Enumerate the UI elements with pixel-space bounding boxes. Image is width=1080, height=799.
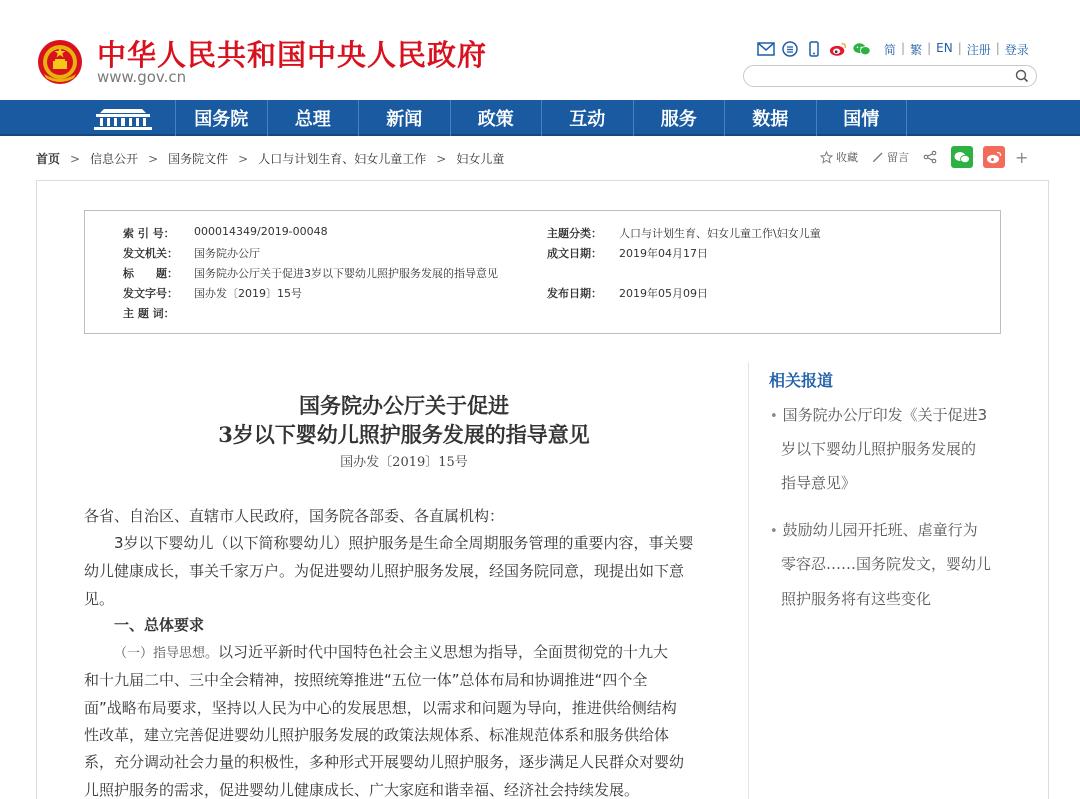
nav-item-services[interactable]: 服务 (633, 100, 725, 136)
breadcrumb-home[interactable]: 首页 (36, 152, 61, 166)
weibo-icon[interactable] (829, 40, 847, 58)
nav-item-data[interactable]: 数据 (724, 100, 816, 136)
related-report-text[interactable]: 鼓励幼儿园开托班、虐童行为 (782, 521, 978, 539)
related-report-link[interactable] (770, 404, 987, 425)
nav-item-news[interactable]: 新闻 (358, 100, 450, 136)
search-input[interactable] (743, 65, 1037, 87)
index-no-label: 索 引 号： (123, 227, 175, 240)
breadcrumb (36, 150, 504, 167)
share-button[interactable] (923, 150, 937, 164)
section-heading: 一、总体要求 (84, 616, 205, 634)
traditional-chinese-link[interactable]: 繁 (910, 43, 923, 57)
article-paragraph-line: 3岁以下婴幼儿（以下简称婴幼儿）照护服务是生命全周期服务管理的重要内容，事关婴 (84, 534, 694, 552)
doc-no-value: 国办发〔2019〕15号 (194, 287, 302, 300)
comment-button[interactable] (872, 149, 909, 165)
breadcrumb-state-council-docs[interactable]: 国务院文件 (168, 152, 229, 166)
wechat-icon[interactable] (853, 40, 871, 58)
breadcrumb-population-category[interactable]: 人口与计划生育、妇女儿童工作 (258, 152, 427, 166)
weibo-icon (986, 151, 1002, 164)
nav-item-interaction[interactable]: 互动 (541, 100, 633, 136)
subject-words-label: 主 题 词： (123, 307, 175, 320)
article-title-line2: 3岁以下婴幼儿照护服务发展的指导意见 (218, 422, 590, 447)
written-date-label: 成文日期： (547, 247, 602, 260)
separator: | (927, 41, 932, 55)
english-link[interactable]: EN (936, 41, 953, 55)
bullet-icon: • (770, 409, 778, 424)
mobile-icon[interactable] (805, 40, 823, 58)
separator: | (995, 41, 1000, 55)
chevron-right-icon: > (148, 151, 159, 166)
login-link[interactable]: 登录 (1004, 43, 1029, 57)
nav-item-premier[interactable]: 总理 (267, 100, 359, 136)
chevron-right-icon: > (70, 151, 81, 166)
share-icon (923, 150, 937, 164)
chevron-right-icon: > (238, 151, 249, 166)
title-label: 标 题： (123, 267, 178, 280)
related-report-text[interactable]: 照护服务将有这些变化 (781, 590, 932, 608)
article-paragraph-line: 儿照护服务的需求，促进婴幼儿健康成长、广大家庭和谐幸福、经济社会持续发展。 (84, 781, 640, 799)
publish-date-value: 2019年05月09日 (619, 287, 708, 300)
wechat-icon (954, 151, 970, 164)
simplified-chinese-link[interactable]: 简 (884, 43, 897, 57)
sidebar-divider (748, 362, 749, 799)
language-login-links (884, 41, 1029, 58)
favorite-button[interactable] (820, 149, 858, 165)
related-report-text[interactable]: 零容忍……国务院发文，婴幼儿 (781, 555, 992, 573)
rss-icon[interactable] (781, 40, 799, 58)
chevron-right-icon: > (436, 151, 447, 166)
national-emblem-icon[interactable] (36, 38, 84, 86)
bullet-icon: • (770, 524, 778, 539)
great-hall-icon[interactable] (92, 105, 154, 131)
related-report-link[interactable] (770, 519, 978, 540)
article-doc-number: 国办发〔2019〕15号 (340, 455, 468, 470)
article-paragraph-line (114, 641, 758, 662)
search-icon[interactable] (1014, 68, 1030, 84)
subsection-label: （一）指导思想。 (114, 646, 219, 661)
nav-item-state-council[interactable]: 国务院 (175, 100, 267, 136)
breadcrumb-info-disclosure[interactable]: 信息公开 (90, 152, 139, 166)
top-icon-bar (757, 40, 871, 58)
article-paragraph-line: 系，充分调动社会力量的积极性，多种形式开展婴幼儿照护服务，逐步满足人民群众对婴幼 (84, 753, 685, 771)
breadcrumb-women-children[interactable]: 妇女儿童 (456, 152, 505, 166)
written-date-value: 2019年04月17日 (619, 247, 708, 260)
article-paragraph-line: 面”战略布局要求，坚持以人民为中心的发展思想，以需求和问题为导向，推进供给侧结构 (84, 699, 677, 717)
index-no-value: 000014349/2019-00048 (194, 225, 328, 238)
issuer-value: 国务院办公厅 (194, 247, 260, 260)
more-share-icon[interactable]: + (1015, 147, 1029, 167)
share-wechat-button[interactable] (951, 146, 973, 168)
mail-icon[interactable] (757, 40, 775, 58)
related-report-text[interactable]: 指导意见》 (781, 474, 857, 492)
separator: | (901, 41, 906, 55)
publish-date-label: 发布日期： (547, 287, 602, 300)
category-value: 人口与计划生育、妇女儿童工作\妇女儿童 (619, 227, 821, 240)
share-weibo-button[interactable] (983, 146, 1005, 168)
document-info-table (84, 210, 1001, 334)
article-salutation: 各省、自治区、直辖市人民政府，国务院各部委、各直属机构： (84, 507, 505, 525)
category-label: 主题分类： (547, 227, 602, 240)
pen-icon (872, 151, 884, 163)
article-title-line1: 国务院办公厅关于促进 (299, 393, 509, 418)
doc-no-label: 发文字号： (123, 287, 178, 300)
comment-label: 留言 (887, 151, 909, 164)
site-url: www.gov.cn (97, 68, 187, 86)
register-link[interactable]: 注册 (966, 43, 991, 57)
subsection-text: 以习近平新时代中国特色社会主义思想为指导，全面贯彻党的十九大 (218, 643, 669, 661)
article-actions (820, 146, 1028, 168)
site-title[interactable]: 中华人民共和国中央人民政府 (97, 38, 488, 72)
star-icon (820, 151, 833, 164)
title-value: 国务院办公厅关于促进3岁以下婴幼儿照护服务发展的指导意见 (194, 267, 498, 280)
article-paragraph-line: 幼儿健康成长，事关千家万户。为促进婴幼儿照护服务发展，经国务院同意，现提出如下意 (84, 562, 685, 580)
article-paragraph-line: 见。 (84, 590, 115, 608)
favorite-label: 收藏 (836, 151, 858, 164)
related-reports-title: 相关报道 (769, 371, 834, 390)
related-report-text[interactable]: 国务院办公厅印发《关于促进3 (782, 406, 988, 424)
related-report-text[interactable]: 岁以下婴幼儿照护服务发展的 (781, 440, 977, 458)
main-nav (0, 100, 1080, 136)
nav-item-national-info[interactable]: 国情 (816, 100, 908, 136)
issuer-label: 发文机关： (123, 247, 178, 260)
nav-item-policies[interactable]: 政策 (450, 100, 542, 136)
article-paragraph-line: 和十九届二中、三中全会精神，按照统筹推进“五位一体”总体布局和协调推进“四个全 (84, 671, 648, 689)
site-header (0, 0, 1080, 100)
separator: | (957, 41, 962, 55)
article-paragraph-line: 性改革，建立完善促进婴幼儿照护服务发展的政策法规体系、标准规范体系和服务供给体 (84, 726, 670, 744)
